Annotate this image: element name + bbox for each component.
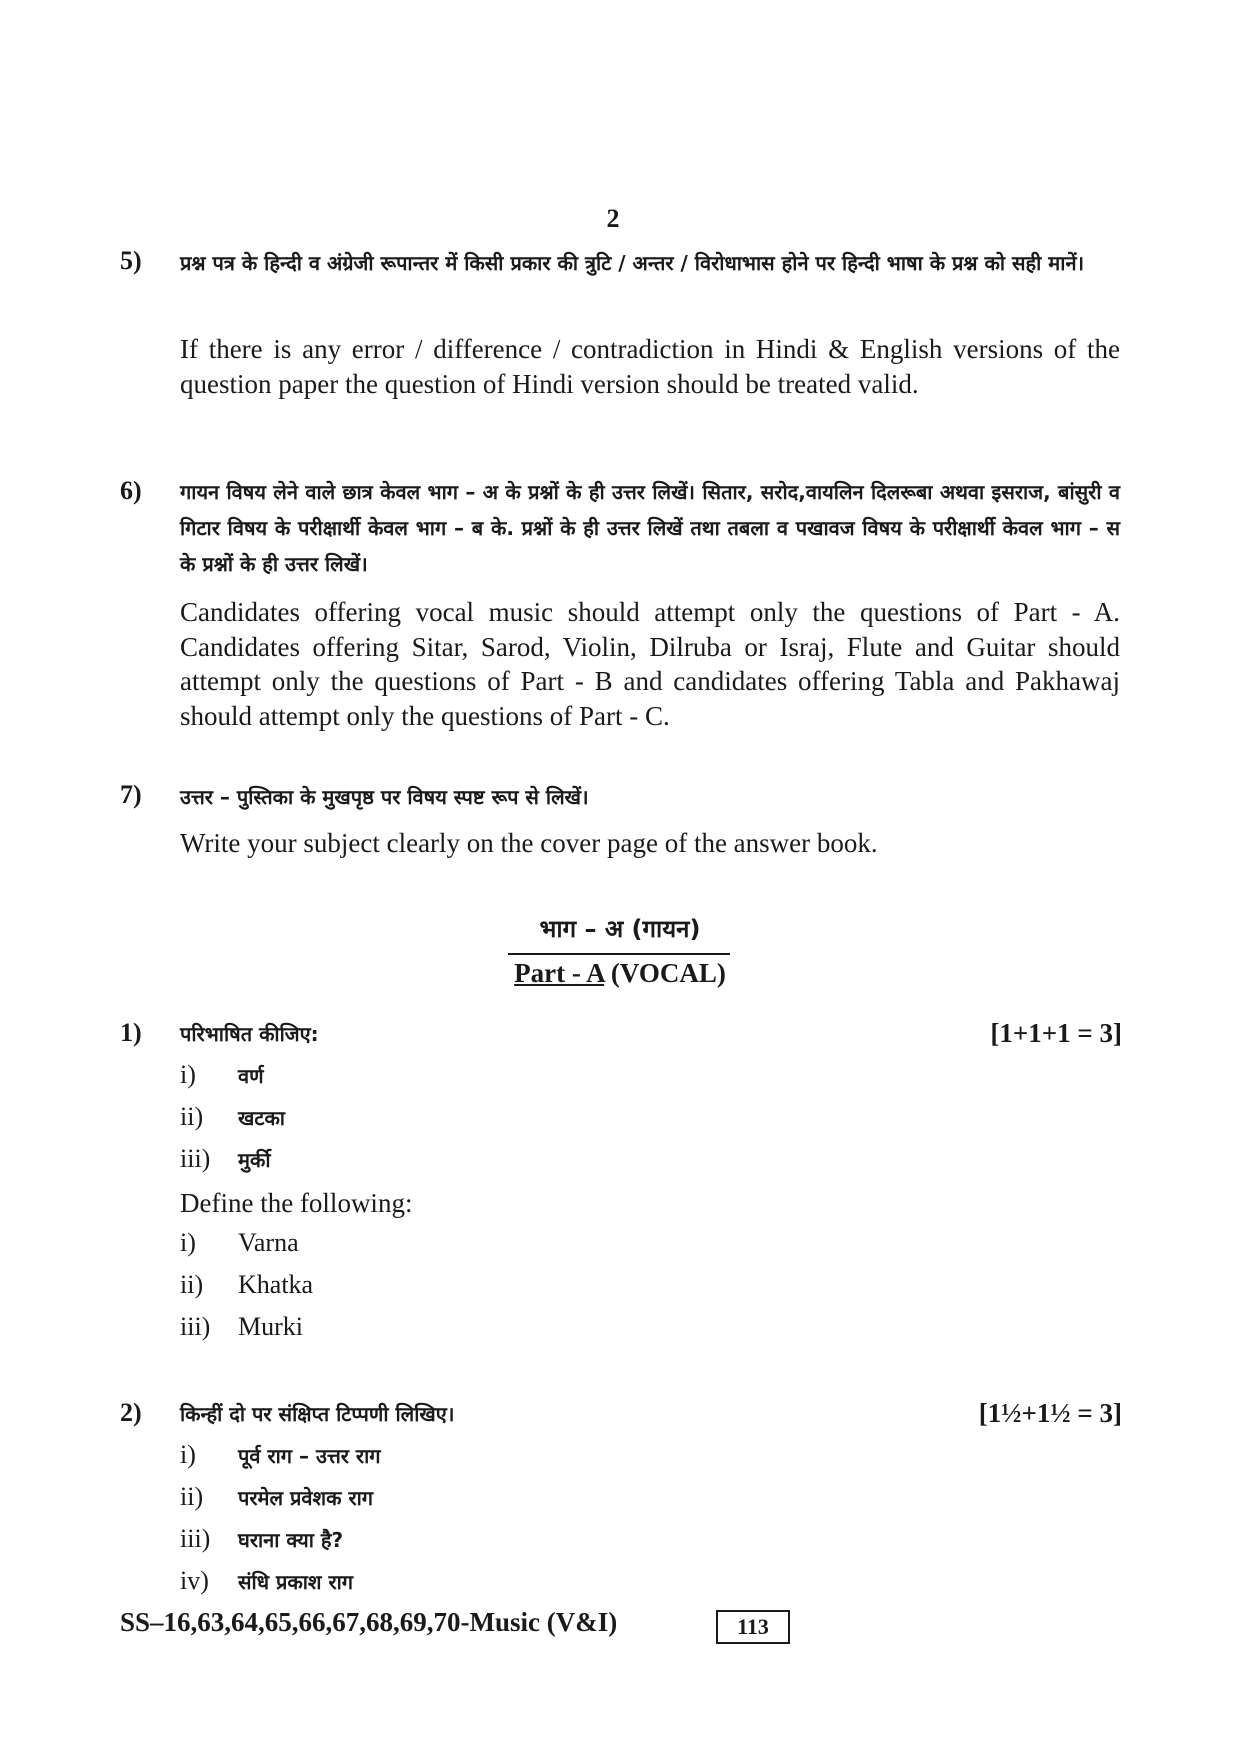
section-divider <box>508 953 730 955</box>
question-number: 2) <box>120 1398 142 1427</box>
item-text: पूर्व राग – उत्तर राग <box>238 1444 381 1468</box>
question-marks: [1+1+1 = 3] <box>990 1018 1122 1048</box>
item-numeral: i) <box>180 1440 196 1469</box>
section-part-label: Part - A <box>514 958 605 988</box>
list-item <box>180 1312 303 1342</box>
item-text: परमेल प्रवेशक राग <box>238 1486 374 1510</box>
page-code-box: 113 <box>716 1610 790 1644</box>
instruction-hindi: प्रश्न पत्र के हिन्दी व अंग्रेजी रूपान्तर में किसी प्रकार की त्रुटि / अन्तर / विरोधाभास होने पर हिन्दी भाषा के प्रश्न को सही मानें। <box>180 251 1085 275</box>
item-numeral: iii) <box>180 1312 211 1341</box>
item-numeral: ii) <box>180 1270 204 1299</box>
instruction-english: Candidates offering vocal music should attempt only the questions of Part - A. Candidates offering Sitar, Sarod, Violin, Dilruba or Israj, Flute and Guitar should attempt only the questions of Part - B and candidates offering Tabla and Pakhawaj should attempt only the questions of Part - C. <box>180 597 1120 731</box>
instruction-number: 5) <box>120 246 142 275</box>
item-text: मुर्की <box>238 1148 271 1172</box>
item-text: Khatka <box>238 1270 314 1299</box>
question-prompt-hindi: किन्हीं दो पर संक्षिप्त टिप्पणी लिखिए। <box>180 1402 455 1426</box>
item-text: Murki <box>238 1312 303 1341</box>
list-item <box>180 1566 353 1596</box>
question-number: 1) <box>120 1018 142 1047</box>
question-prompt-hindi: परिभाषित कीजिए: <box>180 1022 319 1046</box>
item-numeral: i) <box>180 1228 196 1257</box>
instruction-hindi: उत्तर – पुस्तिका के मुखपृष्ठ पर विषय स्पष्ट रूप से लिखें। <box>180 785 589 809</box>
list-item <box>180 1144 271 1174</box>
list-item <box>180 1102 285 1132</box>
list-item <box>180 1228 299 1258</box>
item-text: वर्ण <box>238 1064 264 1088</box>
item-text: घराना क्या है? <box>238 1528 344 1552</box>
item-numeral: iv) <box>180 1566 209 1595</box>
instruction-number: 7) <box>120 780 142 809</box>
item-numeral: ii) <box>180 1102 204 1131</box>
instruction-english: If there is any error / difference / contradiction in Hindi & English versions of the question paper the question of Hindi version should be treated valid. <box>180 334 1120 399</box>
item-text: संधि प्रकाश राग <box>238 1570 354 1594</box>
instruction-hindi: गायन विषय लेने वाले छात्र केवल भाग – अ के प्रश्नों के ही उत्तर लिखें। सितार, सरोद,वायलिन दिलरूबा अथवा इसराज, बांसुरी व गिटार विषय के परीक्षार्थी केवल भाग – ब के. प्रश्नों के ही उत्तर लिखें तथा तबला व पखावज विषय के परीक्षार्थी केवल भाग – स के प्रश्नों के ही उत्तर लिखें। <box>180 480 1120 576</box>
item-numeral: i) <box>180 1060 196 1089</box>
section-title-hindi: भाग – अ (गायन) <box>539 915 701 943</box>
item-numeral: iii) <box>180 1524 211 1553</box>
list-item <box>180 1060 264 1090</box>
list-item <box>180 1440 381 1470</box>
instruction-number: 6) <box>120 476 142 505</box>
page-number: 2 <box>606 204 620 233</box>
item-numeral: iii) <box>180 1144 211 1173</box>
item-text: Varna <box>238 1228 299 1257</box>
list-item <box>180 1270 313 1300</box>
question-marks: [1½+1½ = 3] <box>978 1398 1122 1428</box>
paper-code: SS–16,63,64,65,66,67,68,69,70-Music (V&I) <box>120 1607 618 1637</box>
instruction-english: Write your subject clearly on the cover page of the answer book. <box>180 828 878 858</box>
item-text: खटका <box>238 1106 285 1130</box>
item-numeral: ii) <box>180 1482 204 1511</box>
list-item <box>180 1482 373 1512</box>
section-title-english <box>0 958 1240 989</box>
section-part-type: (VOCAL) <box>604 958 726 988</box>
question-prompt-english: Define the following: <box>180 1188 413 1218</box>
list-item <box>180 1524 343 1554</box>
